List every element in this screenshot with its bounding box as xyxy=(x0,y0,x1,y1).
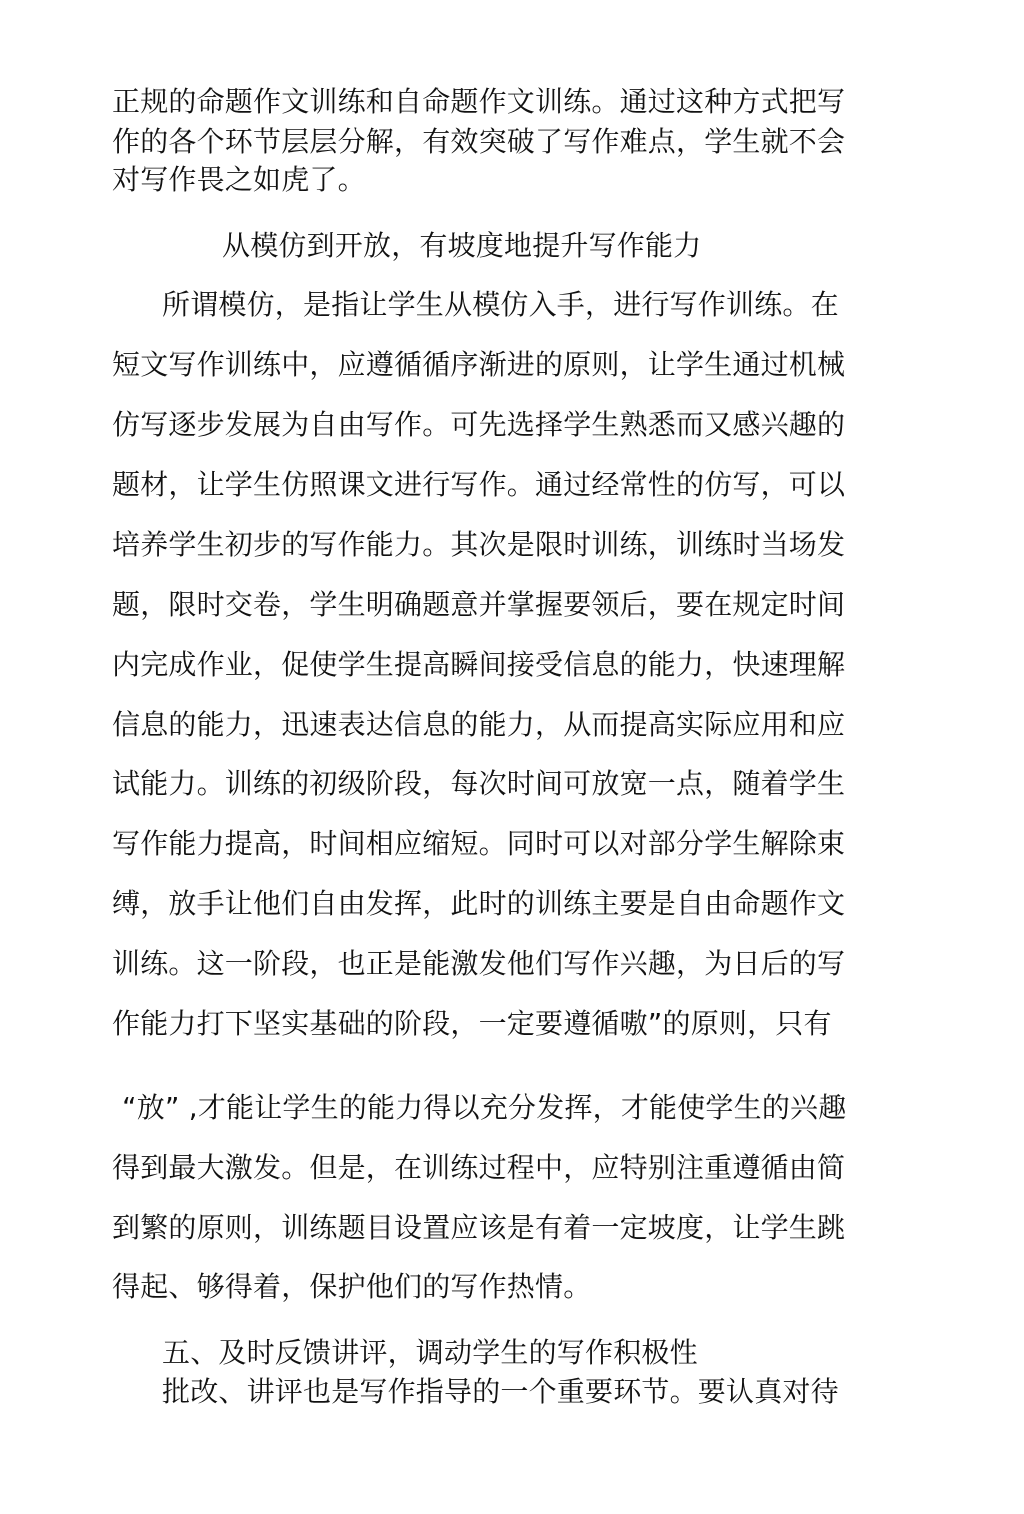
paragraph-1-line-3: 对写作畏之如虎了。 xyxy=(112,163,366,196)
paragraph-3-line-2: 得到最大激发。但是，在训练过程中，应特别注重遵循由简 xyxy=(112,1151,846,1184)
paragraph-4-line-1: 批改、讲评也是写作指导的一个重要环节。要认真对待 xyxy=(162,1375,839,1408)
paragraph-2-line-13: 作能力打下坚实基础的阶段，一定要遵循嗷”的原则，只有 xyxy=(112,1007,832,1040)
paragraph-2-line-1: 所谓模仿，是指让学生从模仿入手，进行写作训练。在 xyxy=(162,288,839,321)
paragraph-2-line-6: 题，限时交卷，学生明确题意并掌握要领后，要在规定时间 xyxy=(112,588,846,621)
paragraph-2-line-9: 试能力。训练的初级阶段，每次时间可放宽一点，随着学生 xyxy=(112,767,846,800)
paragraph-2-line-4: 题材，让学生仿照课文进行写作。通过经常性的仿写，可以 xyxy=(112,468,846,501)
paragraph-3-line-4: 得起、够得着，保护他们的写作热情。 xyxy=(112,1270,592,1303)
paragraph-2-line-3: 仿写逐步发展为自由写作。可先选择学生熟悉而又感兴趣的 xyxy=(112,408,846,441)
paragraph-1-line-2: 作的各个环节层层分解，有效突破了写作难点，学生就不会 xyxy=(112,125,846,158)
paragraph-3-line-3: 到繁的原则，训练题目设置应该是有着一定坡度，让学生跳 xyxy=(112,1211,846,1244)
paragraph-2-line-12: 训练。这一阶段，也正是能激发他们写作兴趣，为日后的写 xyxy=(112,947,846,980)
section-heading-2: 五、及时反馈讲评，调动学生的写作积极性 xyxy=(162,1336,698,1369)
paragraph-2-line-8: 信息的能力，迅速表达信息的能力，从而提高实际应用和应 xyxy=(112,708,846,741)
paragraph-2-line-11: 缚，放手让他们自由发挥，此时的训练主要是自由命题作文 xyxy=(112,887,846,920)
paragraph-3-line-1: “放” ,才能让学生的能力得以充分发挥，才能使学生的兴趣 xyxy=(122,1091,847,1124)
paragraph-1-line-1: 正规的命题作文训练和自命题作文训练。通过这种方式把写 xyxy=(112,85,846,118)
paragraph-2-line-2: 短文写作训练中，应遵循循序渐进的原则，让学生通过机械 xyxy=(112,348,846,381)
section-heading-1: 从模仿到开放，有坡度地提升写作能力 xyxy=(222,229,702,262)
paragraph-2-line-7: 内完成作业，促使学生提高瞬间接受信息的能力，快速理解 xyxy=(112,648,846,681)
paragraph-2-line-5: 培养学生初步的写作能力。其次是限时训练，训练时当场发 xyxy=(112,528,846,561)
paragraph-2-line-10: 写作能力提高，时间相应缩短。同时可以对部分学生解除束 xyxy=(112,827,846,860)
